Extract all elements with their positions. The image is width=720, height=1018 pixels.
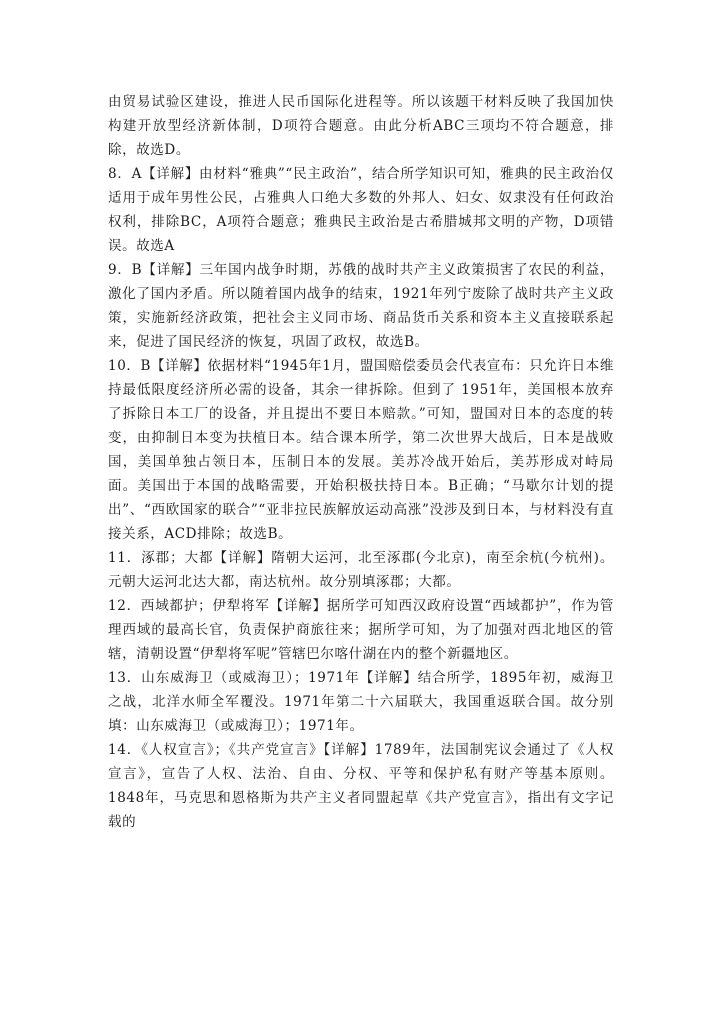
answer-12: 12．西域都护；伊犁将军【详解】据所学可知西汉政府设置“西域都护”，作为管理西域的最高长官，负责保护商旅往来；据所学可知，为了加强对西北地区的管辖，清朝设置“伊犁将军呢”管辖巴尔喀什湖在内的整个新疆地区。	[108, 598, 614, 662]
answer-14: 14．《人权宣言》；《共产党宣言》【详解】1789年，法国制宪议会通过了《人权宣言》，宣告了人权、法治、自由、分权、平等和保护私有财产等基本原则。1848年，马克思和恩格斯为共产主义者同盟起草《共产党宣言》，指出有文字记载的	[108, 742, 614, 830]
answer-9: 9．B【详解】三年国内战争时期，苏俄的战时共产主义政策损害了农民的利益，激化了国内矛盾。所以随着国内战争的结束，1921年列宁废除了战时共产主义政策，实施新经济政策，把社会主义同市场、商品货币关系和资本主义直接联系起来，促进了国民经济的恢复，巩固了政权，故选B。	[108, 262, 614, 350]
answer-13: 13．山东威海卫（或威海卫）；1971年【详解】结合所学，1895年初，威海卫之战，北洋水师全军覆没。1971年第二十六届联大，我国重返联合国。故分别填：山东威海卫（或威海卫）；1971年。	[108, 670, 614, 734]
answer-11: 11．涿郡；大都【详解】隋朝大运河，北至涿郡(今北京)，南至余杭(今杭州)。元朝大运河北达大都，南达杭州。故分别填涿郡；大都。	[108, 550, 614, 590]
answer-text-body	[108, 90, 614, 834]
answer-10: 10．B【详解】依据材料“1945年1月，盟国赔偿委员会代表宣布：只允许日本维持最低限度经济所必需的设备，其余一律拆除。但到了 1951年，美国根本放弃了拆除日本工厂的设备，并且提出不要日本赔款。”可知，盟国对日本的态度的转变，由抑制日本变为扶植日本。结合课本所学，第二次世界大战后，日本是战败国，美国单独占领日本，压制日本的发展。美苏冷战开始后，美苏形成对峙局面。美国出于本国的战略需要，开始积极扶持日本。B正确；“马歇尔计划的提出”、“西欧国家的联合”“亚非拉民族解放运动高涨”没涉及到日本，与材料没有直接关系，ACD排除；故选B。	[108, 358, 614, 542]
answer-8: 8．A【详解】由材料“雅典”“民主政治”，结合所学知识可知，雅典的民主政治仅适用于成年男性公民，占雅典人口绝大多数的外邦人、妇女、奴隶没有任何政治权利，排除BC，A项符合题意；雅典民主政治是古希腊城邦文明的产物，D项错误。故选A	[108, 166, 614, 254]
paragraph-continuation: 由贸易试验区建设，推进人民币国际化进程等。所以该题干材料反映了我国加快构建开放型经济新体制，D项符合题意。由此分析ABC三项均不符合题意，排除，故选D。	[108, 94, 614, 158]
